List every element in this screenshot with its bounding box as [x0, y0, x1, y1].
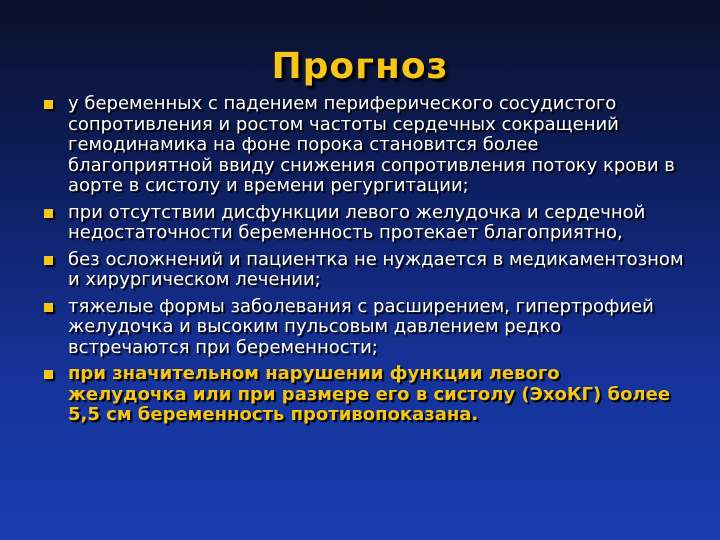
- bullet-item-hemodynamics: [44, 94, 684, 197]
- slide-title: Прогноз: [271, 46, 449, 87]
- bullet-text: тяжелые формы заболевания с расширением, гипертрофией желудочка и высоким пульсовым давлением редко встречаются при беременности;: [68, 295, 654, 358]
- bullet-list: [44, 94, 684, 432]
- square-bullet-icon: [44, 256, 53, 265]
- bullet-item-severe-forms: [44, 297, 684, 359]
- bullet-text: у беременных с падением периферического сосудистого сопротивления и ростом частоты сердечных сокращений гемодинамика на фоне порока становится более благоприятной ввиду снижения сопротивления потоку крови в аорте в систолу и времени регургитации;: [68, 93, 675, 196]
- bullet-text: при отсутствии дисфункции левого желудочка и сердечной недостаточности беременность протекает благоприятно,: [68, 201, 646, 243]
- bullet-item-contraindication: [44, 364, 684, 426]
- square-bullet-icon: [44, 209, 53, 218]
- square-bullet-icon: [44, 303, 53, 312]
- square-bullet-icon: [44, 100, 53, 109]
- bullet-item-no-complications: [44, 250, 684, 291]
- bullet-text: при значительном нарушении функции левого желудочка или при размере его в систолу (ЭхоКГ) более 5,5 см беременность противопоказана.: [68, 363, 671, 425]
- bullet-item-no-dysfunction: [44, 203, 684, 244]
- bullet-text: без осложнений и пациентка не нуждается в медикаментозном и хирургическом лечении;: [68, 248, 684, 290]
- square-bullet-icon: [44, 370, 53, 379]
